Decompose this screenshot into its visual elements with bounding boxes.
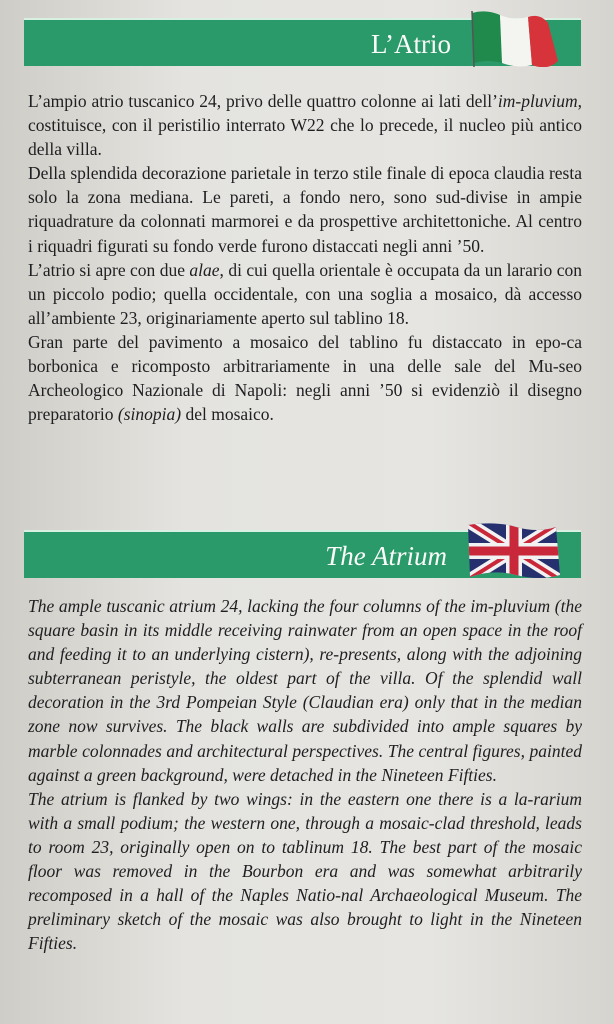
italian-paragraph-3: L’atrio si apre con due alae, di cui quella orientale è occupata da un larario con un piccolo podio; quella occidentale, con una soglia a mosaico, dà accesso all’ambiente 23, originariamente aperto sul tablino 18.	[28, 259, 582, 328]
italian-title: L’Atrio	[371, 29, 451, 59]
italian-flag-icon	[468, 9, 560, 67]
english-text	[28, 594, 582, 955]
english-paragraph-1: The ample tuscanic atrium 24, lacking the four columns of the im-pluvium (the square basin in its middle receiving rainwater from an open space in the roof and feeding it to an underlying cistern), re-presents, along with the adjoining subterranean peristyle, the oldest part of the villa. Of the splendid wall decoration in the 3rd Pompeian Style (Claudian era) only that in the median zone now survives. The black walls are subdivided into ample squares by marble colonnades and architectural perspectives. The central figures, painted against a green background, were detached in the Nineteen Fifties.	[28, 596, 582, 785]
italian-paragraph-2: Della splendida decorazione parietale in terzo stile finale di epoca claudia resta solo la zona mediana. Le pareti, a fondo nero, sono sud-divise in ampie riquadrature da colonnati marmorei e da prospettive architettoniche. Al centro i riquadri figurati su fondo verde furono distaccati negli anni ’50.	[28, 163, 582, 256]
english-paragraph-2: The atrium is flanked by two wings: in the eastern one there is a la-rarium with a small podium; the western one, through a mosaic-clad threshold, leads to room 23, originally open on to tablinum 18. The best part of the mosaic floor was removed in the Bourbon era and was somewhat arbitrarily recomposed in a hall of the Naples Natio-nal Archaeological Museum. The preliminary sketch of the mosaic was also brought to light in the Nineteen Fifties.	[28, 788, 582, 954]
english-title: The Atrium	[325, 541, 447, 571]
italian-text	[28, 89, 582, 426]
italian-paragraph-4: Gran parte del pavimento a mosaico del tablino fu distaccato in epo-ca borbonica e ricomposto arbitrariamente in una delle sale del Mu-seo Archeologico Nazionale di Napoli: negli anni ’50 si evidenziò il disegno preparatorio (sinopia) del mosaico.	[28, 331, 582, 425]
italian-paragraph-1: L’ampio atrio tuscanico 24, privo delle quattro colonne ai lati dell’im-pluvium, costituisce, con il peristilio interrato W22 che lo precede, il nucleo più antico della villa.	[28, 91, 582, 160]
union-jack-flag-icon	[466, 521, 562, 581]
